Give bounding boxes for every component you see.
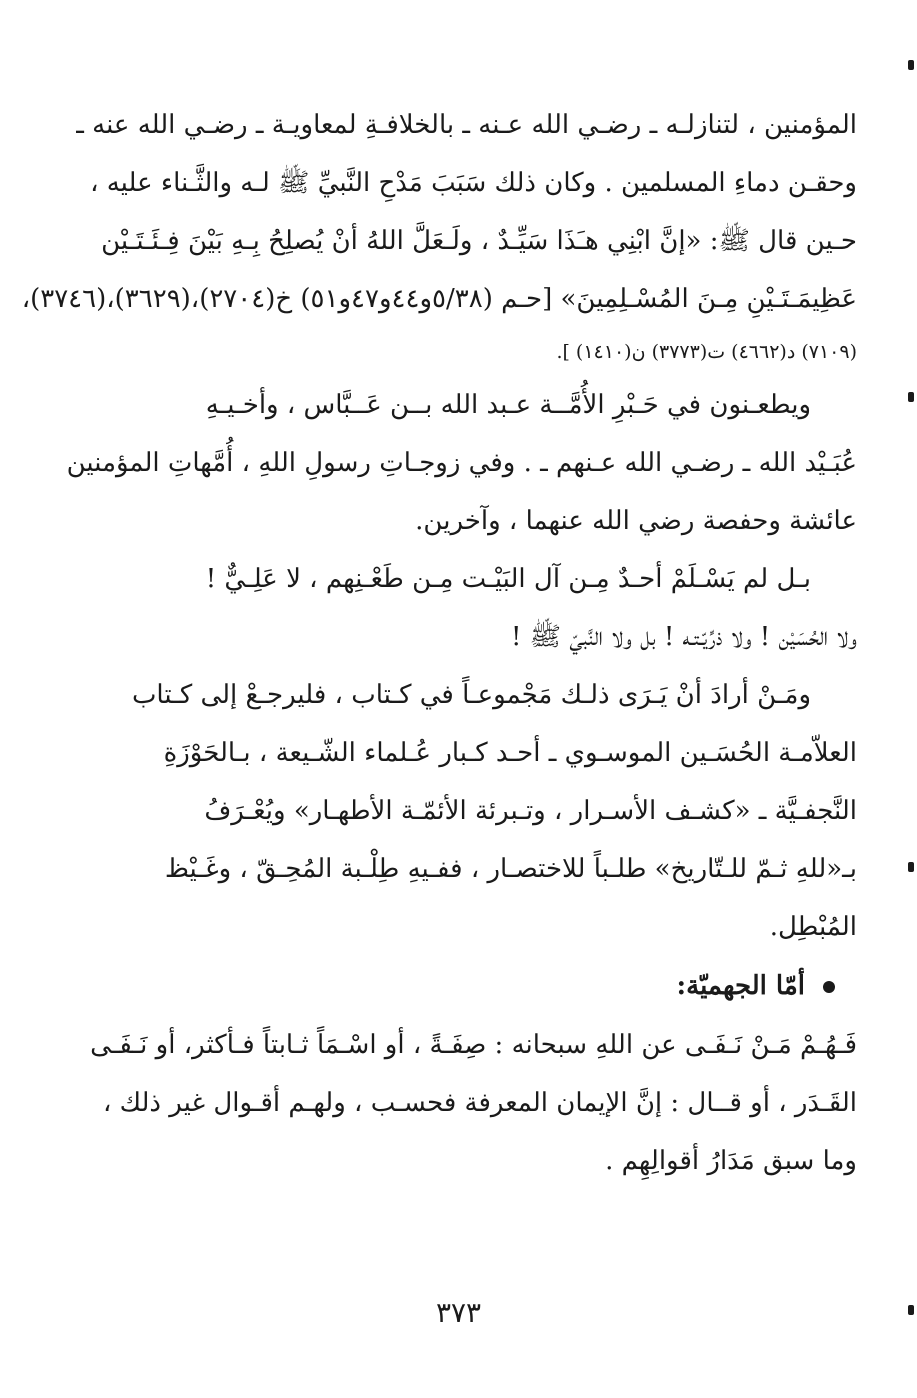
- text-line: ولا الحُسَيْن ! ولا ذرِّيّـتـه ! بل ولا النَّبيّ ﷺ !: [510, 622, 857, 652]
- page-body: [21, 96, 857, 1190]
- paragraph-start: ومَـنْ أرادَ أنْ يَـرَى ذلـك مَجْموعـاً في كـتاب ، فليرجـعْ إلى كـتاب: [131, 680, 811, 710]
- paragraph-start: بـل لم يَسْـلَمْ أحـدٌ مِـن آل البَيْـت مِـن طَعْـنِهم ، لا عَلِـيٌّ !: [205, 564, 811, 594]
- text-line: عائشة وحفصة رضي الله عنهما ، وآخرين.: [415, 506, 857, 536]
- text-line: العلاّمـة الحُسَـين الموسـوي ـ أحـد كـبار عُـلماء الشّـيعة ، بـالحَوْزَةِ: [163, 738, 857, 768]
- section-heading-text: أمّا الجهميّة:: [676, 971, 805, 1001]
- bullet-icon: [823, 981, 835, 993]
- edge-mark: [908, 60, 914, 70]
- reference-line: (٧١٠٩) د(٤٦٦٢) ت(٣٧٧٣) ن(١٤١٠) ].: [556, 341, 857, 363]
- text-line: النَّجفـيَّة ـ «كشـف الأسـرار ، وتـبرئة الأئمّـة الأطهـار» ويُعْـرَفُ: [204, 796, 857, 826]
- text-line: المؤمنين ، لتنازلـه ـ رضـي الله عـنه ـ بالخلافـةِ لمعاويـة ـ رضـي الله عنه ـ: [76, 110, 857, 140]
- text-line: بـ«للهِ ثـمّ للـتّاريخ» طلـباً للاختصـار ، ففـيهِ طِلْـبة المُحِـقّ ، وغَـيْظ: [164, 854, 857, 884]
- text-line: عُبَـيْد الله ـ رضـي الله عـنهم ـ . وفي زوجـاتِ رسولِ اللهِ ، أُمَّهاتِ المؤمنين: [66, 448, 857, 478]
- text-line: المُبْطِل.: [769, 912, 857, 942]
- section-heading: [62, 956, 857, 1016]
- text-line: عَظِيمَـتَـيْنِ مِـنَ المُسْـلِمِينَ» [حـم (٥/٣٨و٤٤و٤٧و٥١) خ(٢٧٠٤)،(٣٦٢٩)،(٣٧٤٦)،: [21, 284, 857, 314]
- text-line: القَـدَر ، أو قــال : إنَّ الإيمان المعرفة فحسـب ، ولهـم أقـوال غير ذلك ،: [102, 1088, 857, 1118]
- page-number: ٣٧٣: [435, 1296, 482, 1329]
- text-line: وحقـن دماءِ المسلمين . وكان ذلك سَبَبَ مَدْحِ النَّبيِّ ﷺ لـه والثَّـناء عليه ،: [90, 168, 857, 198]
- edge-mark: [908, 392, 914, 402]
- text-line: فَـهُـمْ مَـنْ نَـفَـى عن اللهِ سبحانه : صِفَـةً ، أو اسْـمَاً ثـابتاً فـأكثر، أو نَـفَـى: [90, 1030, 857, 1060]
- text-line: حـين قال ﷺ: «إنَّ ابْنِي هـَذَا سَيِّـدٌ ، ولَـعَلَّ اللهُ أنْ يُصلِحُ بِـهِ بَيْنَ فِـئَـتَـيْن: [101, 226, 857, 256]
- edge-mark: [908, 1305, 914, 1315]
- text-line: وما سبق مَدَارُ أقوالِهِم .: [605, 1146, 857, 1176]
- paragraph-start: ويطعـنون في حَـبْرِ الأُمَّــة عـبد الله بــن عَــبَّاس ، وأخـيـهِ: [205, 390, 811, 420]
- edge-mark: [908, 862, 914, 872]
